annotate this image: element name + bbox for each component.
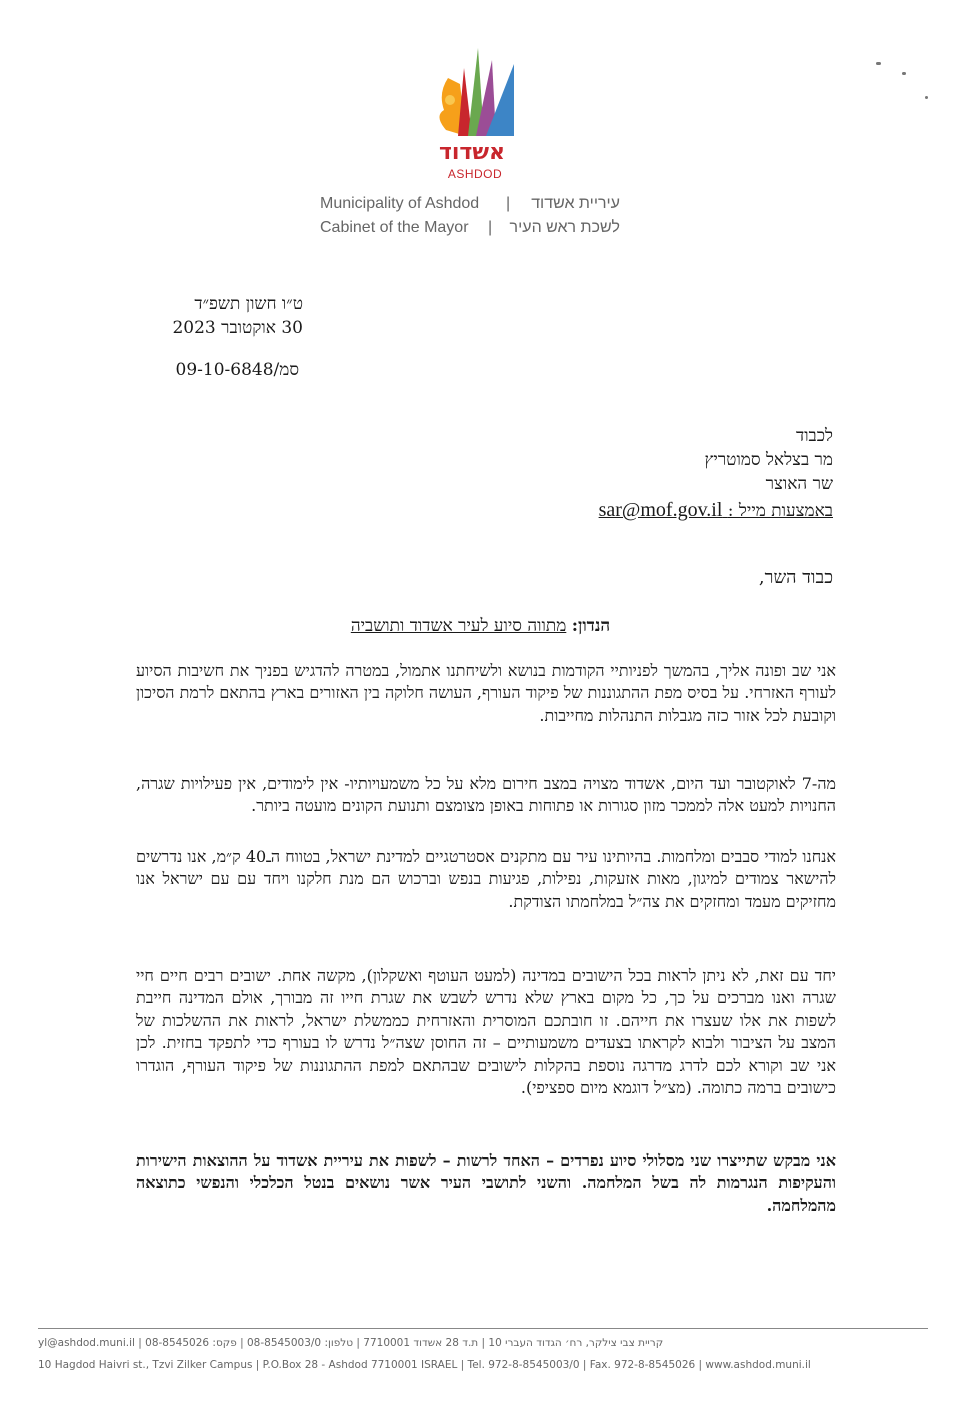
- recipient-email-line: [599, 498, 833, 523]
- scan-mark: [876, 62, 881, 65]
- recipient-to: לכבוד: [796, 426, 833, 446]
- date-block: [172, 292, 303, 340]
- footer-divider: [38, 1328, 928, 1329]
- subject-text: מתווה סיוע לעיר אשדוד ותושביה: [350, 616, 567, 636]
- ashdod-logo-icon: [420, 38, 520, 148]
- body-paragraph: אנחנו למודי סבבים ומלחמות. בהיותינו עיר עם מתקנים אסטרטגיים למדינת ישראל, בטווח הـ40 ק״מ, אנו נדרשים להישאר צמודים למיגון, מאות אזעקות, נפילות, פגיעות בנפש וברכוש הם מנת חלקנו ויחד עם עם ישראל אנו מחזיקים מעמד ומחזקים את צה״ל במלחמתו הצודקת.: [136, 847, 837, 911]
- cabinet-en: Cabinet of the Mayor: [320, 219, 469, 236]
- logo-hebrew-text: אשדוד: [438, 140, 506, 165]
- header-separator: |: [506, 195, 511, 212]
- recipient-title: שר האוצר: [765, 474, 833, 494]
- logo-english-text: ASHDOD: [447, 167, 503, 181]
- body-paragraph: אני שב ופונה אליך, בהמשך לפניותיי הקודמות בנושא ולשיחתנו אתמול, במטרה להדגיש בפניך את חשיבות הסיוע לעורף האזרחי. על בסיס מפת ההתגוננות של פיקוד העורף, העושה חלוקה בין האזורים בארץ בהתאם לרמת הסיכון וקובעת לכל אזור כזה מגבלות התנהלות מחייבות.: [136, 661, 837, 725]
- body-paragraph-request: אני מבקש שתייצרו שני מסלולי סיוע נפרדים – האחד לרשות – לשפות את עיריית אשדוד על ההוצאות הישירות והעקיפות הנגרמות לה בשל המלחמה. והשני לתושבי העיר אשר נושאים בנטל הכלכלי והנפשי כתוצאה מהמלחמה.: [136, 1151, 836, 1215]
- greeting: כבוד השר,: [758, 567, 833, 588]
- footer-english-contact: 10 Hagdod Haivri st., Tzvi Zilker Campus | P.O.Box 28 - Ashdod 7710001 ISRAEL | Tel. 972-8-8545003/0 | Fax. 972-8-8545026 | www.ashdod.muni.il: [38, 1359, 811, 1371]
- municipality-he: עיריית אשדוד: [531, 195, 620, 212]
- footer-hebrew-contact: קריית צבי צילקר, רח׳ הגדוד העברי 10 | ת.ד 28 אשדוד 7710001 | טלפון: 08-8545003/0 | פקס: 08-8545026 | yl@ashdod.muni.il: [38, 1337, 664, 1349]
- header-separator: |: [488, 219, 493, 236]
- municipality-en: Municipality of Ashdod: [320, 195, 480, 212]
- via-email-label: באמצעות מייל :: [727, 501, 833, 521]
- body-paragraph: יחד עם זאת, לא ניתן לראות בכל הישובים במדינה (למעט העוטף ואשקלון), מקשה אחת. ישובים רבים חיים חיי שגרה ואנו מברכים על כך, כל מקום בארץ שלא נדרש לשבש את שגרת חייו זה מבורך, אולם המדינה חייבת לשפות את אלו שעצרו את חייהם. זו חובתכם המוסרית והאזרחית כממשלת ישראל, לראות את ההשלכות של המצב על הציבור ולבוא לקראתו בצעדים משמעותיים – זה החוסן שצה״ל נדרש לו בעורף כדי לתפקד בחזית. לכן אני שב וקורא לכם לדרג מדרגה נוספת בהקלות לישובים שבהתאם למפת ההתגוננות של פיקוד העורף, הוגדרו כישובים ברמה כתומה. (מצ״ל דוגמא מיום ספציפי).: [136, 966, 837, 1098]
- recipient-name: מר בצלאל סמוטריץ: [704, 450, 833, 470]
- subject-label: הנדון:: [571, 616, 611, 636]
- recipient-email[interactable]: sar@mof.gov.il: [598, 499, 723, 521]
- hebrew-date: ט״ו חשון תשפ״ד: [194, 294, 303, 314]
- recipient-block: [599, 424, 833, 523]
- scan-mark: [925, 96, 928, 99]
- cabinet-he: לשכת ראש העיר: [509, 219, 620, 236]
- scan-mark: [902, 72, 906, 75]
- subject-line: [0, 616, 961, 636]
- body-paragraph: מה-7 לאוקטובר ועד היום, אשדוד מצויה במצב חירום מלא על כל משמעויותיו- אין לימודים, אין פעילויות שגרה, החנויות למעט אלה לממכר מזון סגורות או פתוחות באופן מצומצם ותנועת הקונים מועטה ביותר.: [136, 774, 836, 816]
- gregorian-date: 30 אוקטובר 2023: [172, 318, 303, 338]
- reference-number: סמ/09-10-6848: [175, 360, 299, 380]
